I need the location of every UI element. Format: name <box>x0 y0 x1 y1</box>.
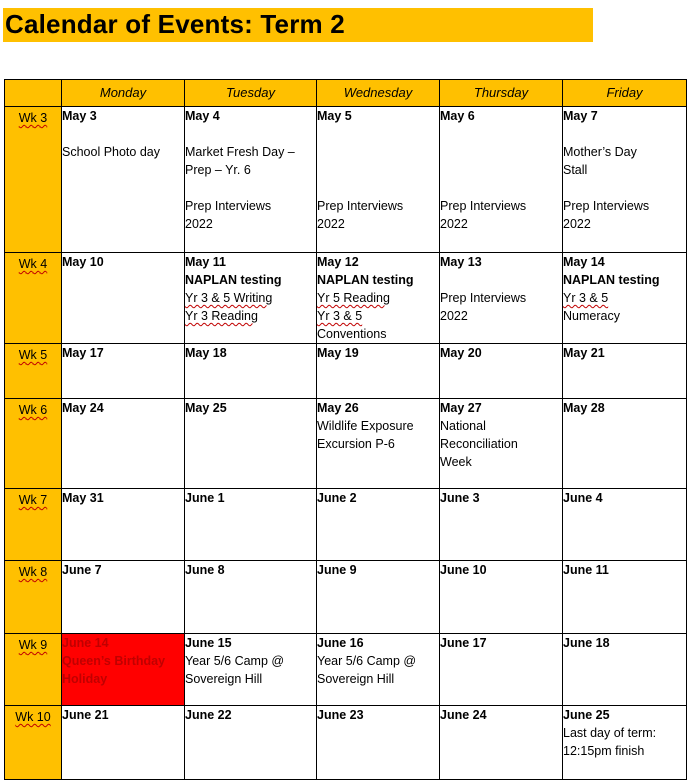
event-text: Conventions <box>317 327 387 341</box>
event-text: Prep Interviews <box>563 199 650 213</box>
line-spacer <box>62 125 184 143</box>
day-cell-tuesday <box>185 253 317 344</box>
day-cell-monday <box>62 399 185 489</box>
day-cell-thursday <box>440 489 563 561</box>
date-label: May 10 <box>62 255 104 269</box>
date-label: June 25 <box>563 708 610 722</box>
event-text: Yr 3 & 5 Writing <box>185 291 273 305</box>
day-cell-tuesday <box>185 107 317 253</box>
event-text: 2022 <box>440 217 468 231</box>
week-label-cell <box>5 706 62 780</box>
date-label: May 14 <box>563 255 605 269</box>
date-label: May 18 <box>185 346 227 360</box>
header-row <box>5 80 687 107</box>
line-spacer <box>185 179 316 197</box>
date-label: June 14 <box>62 636 109 650</box>
event-text: Prep Interviews <box>440 291 527 305</box>
day-header-thursday: Thursday <box>440 80 563 107</box>
line-spacer <box>440 125 562 143</box>
date-label: May 7 <box>563 109 598 123</box>
week-label-cell <box>5 399 62 489</box>
line-spacer <box>563 125 686 143</box>
event-text: School Photo day <box>62 145 160 159</box>
day-cell-wednesday <box>317 561 440 634</box>
event-text: Last day of term: <box>563 726 657 740</box>
line-spacer <box>563 179 686 197</box>
event-text: Stall <box>563 163 588 177</box>
date-label: May 27 <box>440 401 482 415</box>
date-label: June 17 <box>440 636 487 650</box>
date-label: May 5 <box>317 109 352 123</box>
date-label: May 3 <box>62 109 97 123</box>
event-text: 2022 <box>563 217 591 231</box>
day-cell-thursday <box>440 107 563 253</box>
day-cell-thursday <box>440 399 563 489</box>
week-label: Wk 7 <box>18 493 48 507</box>
page-title: Calendar of Events: Term 2 <box>5 9 345 39</box>
date-label: May 17 <box>62 346 104 360</box>
line-spacer <box>317 125 439 143</box>
date-label: May 19 <box>317 346 359 360</box>
week-row <box>5 107 687 253</box>
event-text: Yr 3 & 5 <box>317 309 363 323</box>
day-cell-monday <box>62 561 185 634</box>
event-text: Wildlife Exposure <box>317 419 414 433</box>
week-label-cell <box>5 253 62 344</box>
date-label: May 26 <box>317 401 359 415</box>
event-text: Yr 5 Reading <box>317 291 390 305</box>
date-label: June 8 <box>185 563 225 577</box>
event-text: 2022 <box>440 309 468 323</box>
event-heading: NAPLAN testing <box>563 273 660 287</box>
week-label: Wk 6 <box>18 403 48 417</box>
day-cell-thursday <box>440 706 563 780</box>
event-text: Prep – Yr. 6 <box>185 163 251 177</box>
date-label: June 1 <box>185 491 225 505</box>
event-text: Yr 3 & 5 <box>563 291 609 305</box>
day-cell-monday <box>62 107 185 253</box>
date-label: June 21 <box>62 708 109 722</box>
event-text: Prep Interviews <box>185 199 272 213</box>
date-label: June 24 <box>440 708 487 722</box>
event-text: Market Fresh Day – <box>185 145 295 159</box>
day-cell-monday <box>62 706 185 780</box>
day-cell-wednesday <box>317 253 440 344</box>
day-header-friday: Friday <box>563 80 687 107</box>
week-label-cell <box>5 489 62 561</box>
event-text: 2022 <box>185 217 213 231</box>
day-cell-tuesday <box>185 561 317 634</box>
day-header-monday: Monday <box>62 80 185 107</box>
day-cell-friday <box>563 344 687 399</box>
week-label-cell <box>5 107 62 253</box>
event-text: Numeracy <box>563 309 620 323</box>
event-text: Year 5/6 Camp @ <box>317 654 417 668</box>
date-label: May 25 <box>185 401 227 415</box>
event-text: Excursion P-6 <box>317 437 395 451</box>
day-cell-tuesday <box>185 706 317 780</box>
date-label: May 6 <box>440 109 475 123</box>
week-row <box>5 706 687 780</box>
day-cell-monday <box>62 253 185 344</box>
week-row <box>5 399 687 489</box>
event-text: Queen’s Birthday <box>62 654 166 668</box>
week-label: Wk 3 <box>18 111 48 125</box>
calendar-table <box>4 79 687 780</box>
event-text: Holiday <box>62 672 108 686</box>
day-cell-thursday <box>440 634 563 706</box>
week-label-cell <box>5 344 62 399</box>
date-label: June 16 <box>317 636 364 650</box>
date-label: May 28 <box>563 401 605 415</box>
day-cell-wednesday <box>317 706 440 780</box>
week-row <box>5 561 687 634</box>
date-label: June 23 <box>317 708 364 722</box>
day-cell-friday <box>563 489 687 561</box>
date-label: June 22 <box>185 708 232 722</box>
date-label: June 10 <box>440 563 487 577</box>
day-cell-tuesday <box>185 344 317 399</box>
line-spacer <box>185 125 316 143</box>
week-label: Wk 5 <box>18 348 48 362</box>
event-text: Yr 3 Reading <box>185 309 258 323</box>
date-label: June 11 <box>563 563 609 577</box>
week-row <box>5 489 687 561</box>
date-label: May 12 <box>317 255 359 269</box>
event-text: Sovereign Hill <box>185 672 263 686</box>
day-cell-friday <box>563 107 687 253</box>
day-cell-wednesday <box>317 634 440 706</box>
day-cell-monday <box>62 634 185 706</box>
date-label: May 11 <box>185 255 227 269</box>
week-label-cell <box>5 634 62 706</box>
day-header-tuesday: Tuesday <box>185 80 317 107</box>
event-text: Reconciliation <box>440 437 518 451</box>
day-cell-wednesday <box>317 399 440 489</box>
line-spacer <box>317 161 439 179</box>
line-spacer <box>440 161 562 179</box>
day-cell-friday <box>563 634 687 706</box>
event-text: 2022 <box>317 217 345 231</box>
date-label: May 31 <box>62 491 104 505</box>
event-heading: NAPLAN testing <box>185 273 282 287</box>
event-text: 12:15pm finish <box>563 744 645 758</box>
date-label: June 18 <box>563 636 610 650</box>
day-cell-thursday <box>440 561 563 634</box>
date-label: May 20 <box>440 346 482 360</box>
date-label: June 9 <box>317 563 357 577</box>
day-cell-tuesday <box>185 399 317 489</box>
week-label: Wk 4 <box>18 257 48 271</box>
title-banner <box>3 8 593 42</box>
event-text: Prep Interviews <box>317 199 404 213</box>
date-label: June 4 <box>563 491 603 505</box>
corner-cell <box>5 80 62 107</box>
day-cell-friday <box>563 399 687 489</box>
date-label: June 3 <box>440 491 480 505</box>
day-cell-friday <box>563 706 687 780</box>
day-cell-wednesday <box>317 344 440 399</box>
date-label: May 24 <box>62 401 104 415</box>
line-spacer <box>317 179 439 197</box>
line-spacer <box>317 143 439 161</box>
day-cell-thursday <box>440 253 563 344</box>
day-cell-wednesday <box>317 107 440 253</box>
date-label: June 7 <box>62 563 102 577</box>
line-spacer <box>440 271 562 289</box>
event-text: Week <box>440 455 472 469</box>
day-header-wednesday: Wednesday <box>317 80 440 107</box>
week-row <box>5 344 687 399</box>
date-label: May 21 <box>563 346 605 360</box>
day-cell-tuesday <box>185 634 317 706</box>
date-label: June 15 <box>185 636 232 650</box>
event-text: Sovereign Hill <box>317 672 395 686</box>
event-text: Year 5/6 Camp @ <box>185 654 285 668</box>
week-label: Wk 10 <box>15 710 51 724</box>
event-text: Mother’s Day <box>563 145 637 159</box>
day-cell-friday <box>563 253 687 344</box>
week-label: Wk 8 <box>18 565 48 579</box>
date-label: May 4 <box>185 109 220 123</box>
week-row <box>5 634 687 706</box>
line-spacer <box>440 179 562 197</box>
line-spacer <box>440 143 562 161</box>
day-cell-wednesday <box>317 489 440 561</box>
event-text: Prep Interviews <box>440 199 527 213</box>
event-text: National <box>440 419 486 433</box>
date-label: June 2 <box>317 491 357 505</box>
event-heading: NAPLAN testing <box>317 273 414 287</box>
week-row <box>5 253 687 344</box>
day-cell-monday <box>62 489 185 561</box>
day-cell-tuesday <box>185 489 317 561</box>
week-label-cell <box>5 561 62 634</box>
day-cell-thursday <box>440 344 563 399</box>
day-cell-monday <box>62 344 185 399</box>
date-label: May 13 <box>440 255 482 269</box>
week-label: Wk 9 <box>18 638 48 652</box>
day-cell-friday <box>563 561 687 634</box>
